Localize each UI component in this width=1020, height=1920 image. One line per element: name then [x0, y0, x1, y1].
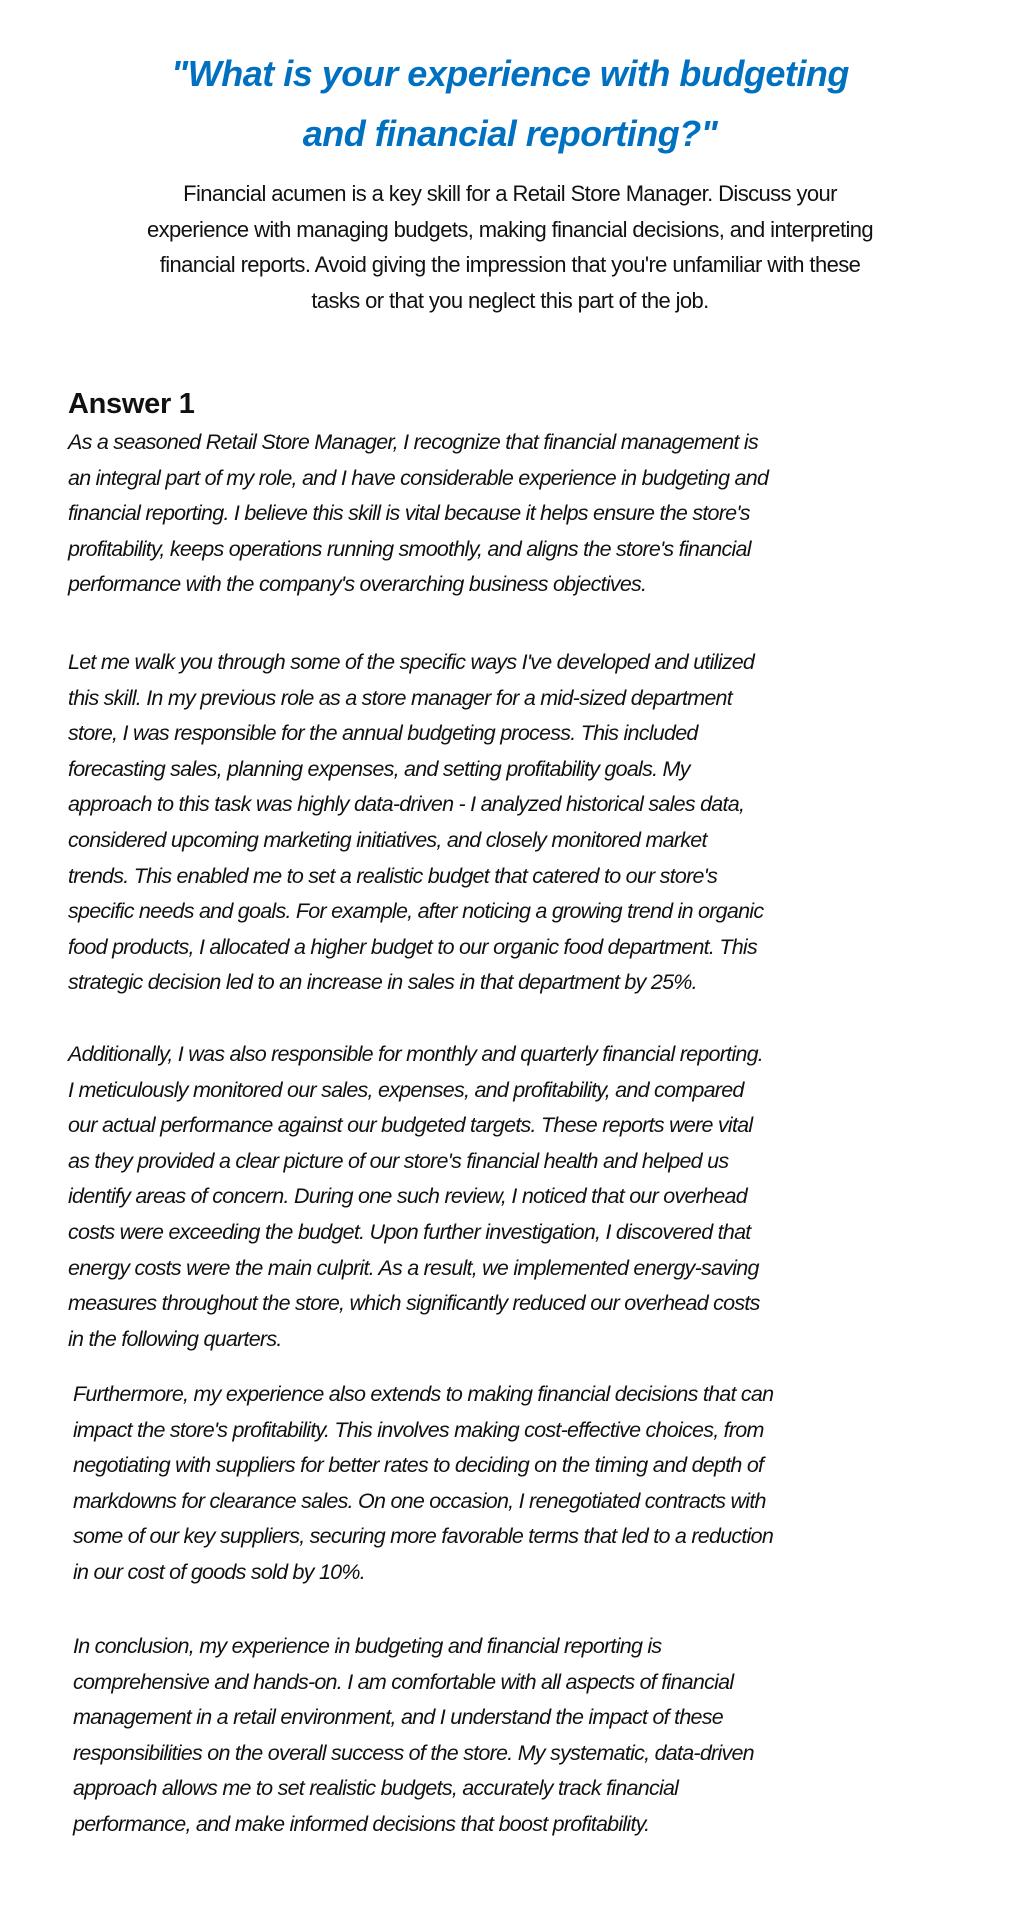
paragraph-line: our actual performance against our budgeted targets. These reports were vital: [68, 1113, 753, 1138]
paragraph-line: in our cost of goods sold by 10%.: [73, 1559, 365, 1584]
paragraph-line: profitability, keeps operations running smoothly, and aligns the store's financial: [68, 536, 751, 561]
answer-paragraph-intro: [68, 425, 768, 603]
answer-paragraph-budgeting: [68, 645, 763, 1001]
paragraph-line: responsibilities on the overall success of the store. My systematic, data-driven: [73, 1740, 754, 1765]
paragraph-line: energy costs were the main culprit. As a result, we implemented energy-saving: [68, 1255, 759, 1280]
paragraph-line: financial reporting. I believe this skill is vital because it helps ensure the store's: [68, 501, 750, 526]
paragraph-line: approach allows me to set realistic budgets, accurately track financial: [73, 1776, 679, 1801]
description-line: tasks or that you neglect this part of the job.: [311, 287, 709, 313]
paragraph-line: As a seasoned Retail Store Manager, I recognize that financial management is: [68, 430, 758, 454]
answer-paragraph-reporting: [68, 1037, 763, 1357]
question-title-line: and financial reporting?": [302, 113, 718, 155]
paragraph-line: approach to this task was highly data-driven - I analyzed historical sales data,: [68, 792, 745, 817]
paragraph-line: specific needs and goals. For example, after noticing a growing trend in organic: [68, 899, 764, 924]
paragraph-line: I meticulously monitored our sales, expenses, and profitability, and compared: [68, 1077, 744, 1102]
paragraph-line: Furthermore, my experience also extends to making financial decisions that can: [73, 1382, 774, 1406]
paragraph-line: negotiating with suppliers for better rates to deciding on the timing and depth of: [73, 1453, 764, 1478]
paragraph-line: food products, I allocated a higher budget to our organic food department. This: [68, 934, 757, 959]
paragraph-line: strategic decision led to an increase in sales in that department by 25%.: [68, 970, 697, 995]
answer-paragraph-conclusion: [73, 1629, 754, 1843]
paragraph-line: some of our key suppliers, securing more favorable terms that led to a reduction: [73, 1524, 774, 1549]
paragraph-line: Let me walk you through some of the specific ways I've developed and utilized: [68, 650, 755, 674]
paragraph-line: considered upcoming marketing initiatives, and closely monitored market: [68, 827, 707, 852]
answer-paragraph-decisions: [73, 1377, 773, 1591]
paragraph-line: performance, and make informed decisions that boost profitability.: [73, 1811, 650, 1836]
paragraph-line: Additionally, I was also responsible for monthly and quarterly financial reporting.: [68, 1042, 764, 1066]
question-title: [0, 44, 1020, 164]
paragraph-line: forecasting sales, planning expenses, and setting profitability goals. My: [68, 756, 690, 781]
answer-heading: Answer 1: [68, 388, 195, 421]
paragraph-line: comprehensive and hands-on. I am comfortable with all aspects of financial: [73, 1669, 734, 1694]
question-title-line: "What is your experience with budgeting: [171, 53, 849, 95]
paragraph-line: store, I was responsible for the annual budgeting process. This included: [68, 721, 698, 746]
description-line: financial reports. Avoid giving the impression that you're unfamiliar with these: [159, 252, 861, 277]
paragraph-line: identify areas of concern. During one such review, I noticed that our overhead: [68, 1184, 747, 1209]
question-description: [40, 176, 980, 318]
paragraph-line: performance with the company's overarching business objectives.: [68, 572, 647, 597]
paragraph-line: this skill. In my previous role as a store manager for a mid-sized department: [68, 685, 732, 710]
paragraph-line: in the following quarters.: [68, 1326, 282, 1351]
description-line: Financial acumen is a key skill for a Retail Store Manager. Discuss your: [183, 181, 837, 206]
paragraph-line: management in a retail environment, and I understand the impact of these: [73, 1705, 723, 1730]
paragraph-line: trends. This enabled me to set a realistic budget that catered to our store's: [68, 863, 718, 888]
paragraph-line: costs were exceeding the budget. Upon further investigation, I discovered that: [68, 1219, 751, 1244]
paragraph-line: markdowns for clearance sales. On one occasion, I renegotiated contracts with: [73, 1488, 766, 1513]
paragraph-line: impact the store's profitability. This involves making cost-effective choices, from: [73, 1417, 764, 1442]
paragraph-line: as they provided a clear picture of our store's financial health and helped us: [68, 1148, 729, 1173]
paragraph-line: an integral part of my role, and I have considerable experience in budgeting and: [68, 465, 769, 490]
paragraph-line: measures throughout the store, which significantly reduced our overhead costs: [68, 1291, 760, 1316]
paragraph-line: In conclusion, my experience in budgeting and financial reporting is: [73, 1634, 662, 1658]
description-line: experience with managing budgets, making financial decisions, and interpreting: [146, 216, 874, 242]
